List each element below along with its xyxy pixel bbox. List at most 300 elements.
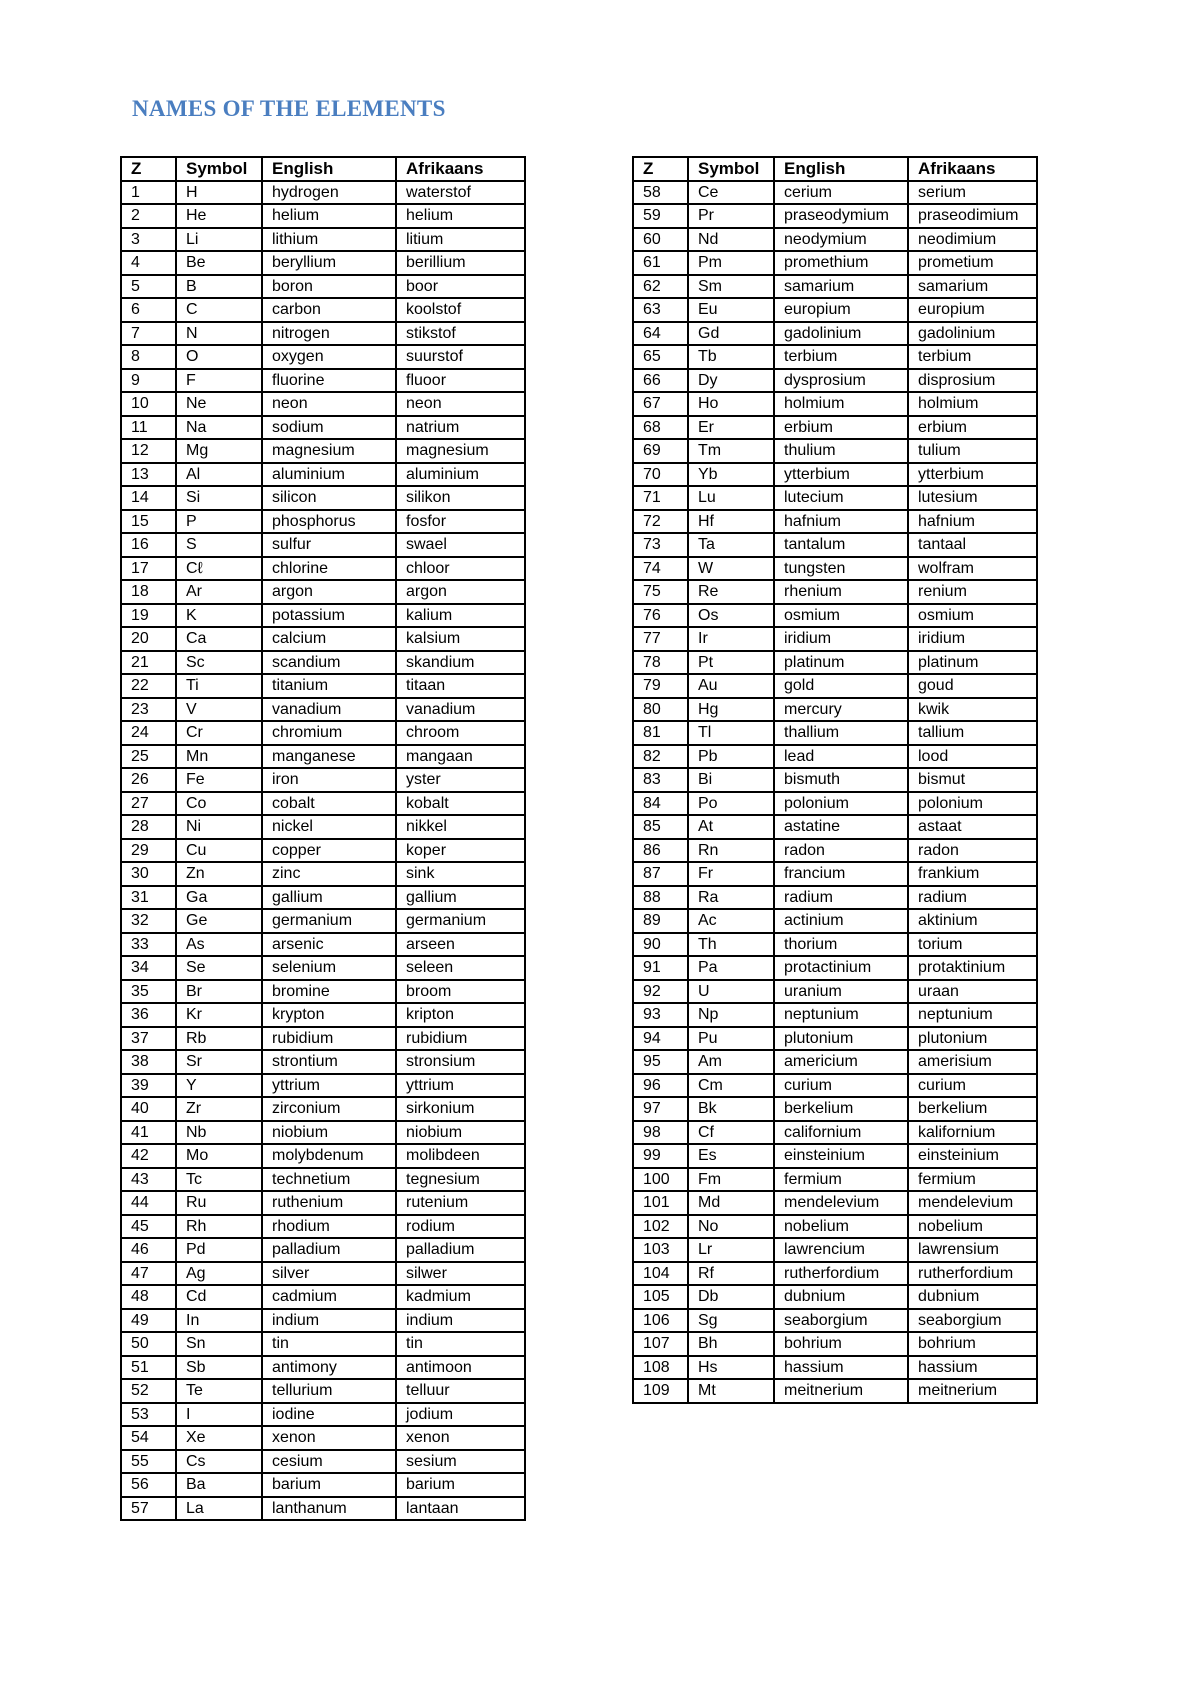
cell-symbol: Ge xyxy=(176,909,262,933)
cell-english: zirconium xyxy=(262,1097,396,1121)
cell-afrikaans: arseen xyxy=(396,933,525,957)
table-row xyxy=(633,1215,1037,1239)
cell-english: palladium xyxy=(262,1238,396,1262)
table-row xyxy=(633,1027,1037,1051)
cell-symbol: Db xyxy=(688,1285,774,1309)
cell-z: 86 xyxy=(633,839,688,863)
cell-z: 60 xyxy=(633,228,688,252)
cell-symbol: O xyxy=(176,345,262,369)
cell-english: iron xyxy=(262,768,396,792)
cell-z: 90 xyxy=(633,933,688,957)
cell-symbol: Hf xyxy=(688,510,774,534)
table-row xyxy=(121,698,525,722)
cell-afrikaans: berkelium xyxy=(908,1097,1037,1121)
cell-english: thorium xyxy=(774,933,908,957)
cell-english: sodium xyxy=(262,416,396,440)
cell-afrikaans: fermium xyxy=(908,1168,1037,1192)
cell-symbol: W xyxy=(688,557,774,581)
cell-symbol: K xyxy=(176,604,262,628)
elements-table-left xyxy=(120,156,526,1521)
cell-symbol: Os xyxy=(688,604,774,628)
cell-z: 85 xyxy=(633,815,688,839)
cell-symbol: Am xyxy=(688,1050,774,1074)
table-row xyxy=(633,181,1037,205)
cell-symbol: Ho xyxy=(688,392,774,416)
cell-z: 92 xyxy=(633,980,688,1004)
table-row xyxy=(121,1191,525,1215)
cell-english: lanthanum xyxy=(262,1497,396,1521)
cell-afrikaans: mendelevium xyxy=(908,1191,1037,1215)
cell-english: neptunium xyxy=(774,1003,908,1027)
cell-english: mercury xyxy=(774,698,908,722)
cell-afrikaans: iridium xyxy=(908,627,1037,651)
table-row xyxy=(121,298,525,322)
table-row xyxy=(633,839,1037,863)
cell-symbol: Lr xyxy=(688,1238,774,1262)
cell-english: einsteinium xyxy=(774,1144,908,1168)
cell-symbol: Co xyxy=(176,792,262,816)
cell-z: 1 xyxy=(121,181,176,205)
cell-afrikaans: stronsium xyxy=(396,1050,525,1074)
table-row xyxy=(633,533,1037,557)
cell-symbol: N xyxy=(176,322,262,346)
cell-english: aluminium xyxy=(262,463,396,487)
cell-english: ytterbium xyxy=(774,463,908,487)
cell-z: 28 xyxy=(121,815,176,839)
cell-afrikaans: ytterbium xyxy=(908,463,1037,487)
table-row xyxy=(633,721,1037,745)
table-row xyxy=(633,1191,1037,1215)
table-row xyxy=(121,1309,525,1333)
cell-afrikaans: telluur xyxy=(396,1379,525,1403)
cell-afrikaans: palladium xyxy=(396,1238,525,1262)
cell-english: chlorine xyxy=(262,557,396,581)
table-row xyxy=(633,768,1037,792)
cell-afrikaans: osmium xyxy=(908,604,1037,628)
table-row xyxy=(121,651,525,675)
cell-english: calcium xyxy=(262,627,396,651)
cell-symbol: Ga xyxy=(176,886,262,910)
cell-afrikaans: fluoor xyxy=(396,369,525,393)
cell-z: 23 xyxy=(121,698,176,722)
cell-symbol: Rb xyxy=(176,1027,262,1051)
cell-symbol: Re xyxy=(688,580,774,604)
cell-symbol: No xyxy=(688,1215,774,1239)
table-row xyxy=(633,557,1037,581)
cell-z: 67 xyxy=(633,392,688,416)
cell-z: 93 xyxy=(633,1003,688,1027)
cell-z: 87 xyxy=(633,862,688,886)
cell-symbol: Fe xyxy=(176,768,262,792)
cell-afrikaans: silwer xyxy=(396,1262,525,1286)
cell-english: manganese xyxy=(262,745,396,769)
cell-z: 42 xyxy=(121,1144,176,1168)
cell-english: germanium xyxy=(262,909,396,933)
cell-afrikaans: platinum xyxy=(908,651,1037,675)
table-row xyxy=(121,392,525,416)
cell-english: europium xyxy=(774,298,908,322)
cell-afrikaans: neon xyxy=(396,392,525,416)
cell-english: seaborgium xyxy=(774,1309,908,1333)
table-row xyxy=(121,956,525,980)
table-row xyxy=(121,768,525,792)
cell-afrikaans: molibdeen xyxy=(396,1144,525,1168)
cell-english: technetium xyxy=(262,1168,396,1192)
table-row xyxy=(121,1238,525,1262)
cell-afrikaans: praseodimium xyxy=(908,204,1037,228)
cell-afrikaans: lawrensium xyxy=(908,1238,1037,1262)
cell-symbol: Cd xyxy=(176,1285,262,1309)
table-row xyxy=(121,510,525,534)
cell-afrikaans: tallium xyxy=(908,721,1037,745)
cell-english: cesium xyxy=(262,1450,396,1474)
cell-z: 98 xyxy=(633,1121,688,1145)
cell-z: 77 xyxy=(633,627,688,651)
table-row xyxy=(633,416,1037,440)
table-row xyxy=(633,369,1037,393)
table-row xyxy=(633,392,1037,416)
cell-afrikaans: koper xyxy=(396,839,525,863)
table-row xyxy=(633,1050,1037,1074)
cell-english: carbon xyxy=(262,298,396,322)
cell-afrikaans: vanadium xyxy=(396,698,525,722)
table-row xyxy=(121,1473,525,1497)
cell-afrikaans: rutenium xyxy=(396,1191,525,1215)
cell-z: 108 xyxy=(633,1356,688,1380)
cell-z: 52 xyxy=(121,1379,176,1403)
cell-z: 29 xyxy=(121,839,176,863)
cell-z: 4 xyxy=(121,251,176,275)
table-row xyxy=(633,1097,1037,1121)
cell-z: 100 xyxy=(633,1168,688,1192)
cell-z: 104 xyxy=(633,1262,688,1286)
cell-z: 62 xyxy=(633,275,688,299)
cell-afrikaans: curium xyxy=(908,1074,1037,1098)
cell-symbol: Bh xyxy=(688,1332,774,1356)
page-title: NAMES OF THE ELEMENTS xyxy=(132,96,446,121)
cell-symbol: Cr xyxy=(176,721,262,745)
cell-english: xenon xyxy=(262,1426,396,1450)
cell-english: mendelevium xyxy=(774,1191,908,1215)
cell-afrikaans: kwik xyxy=(908,698,1037,722)
cell-z: 10 xyxy=(121,392,176,416)
cell-afrikaans: sesium xyxy=(396,1450,525,1474)
cell-english: niobium xyxy=(262,1121,396,1145)
cell-english: rubidium xyxy=(262,1027,396,1051)
cell-symbol: C xyxy=(176,298,262,322)
cell-afrikaans: kadmium xyxy=(396,1285,525,1309)
cell-z: 64 xyxy=(633,322,688,346)
cell-afrikaans: waterstof xyxy=(396,181,525,205)
cell-afrikaans: kobalt xyxy=(396,792,525,816)
cell-english: hafnium xyxy=(774,510,908,534)
cell-symbol: Yb xyxy=(688,463,774,487)
cell-symbol: Er xyxy=(688,416,774,440)
cell-english: nobelium xyxy=(774,1215,908,1239)
cell-english: iodine xyxy=(262,1403,396,1427)
cell-english: lithium xyxy=(262,228,396,252)
cell-z: 11 xyxy=(121,416,176,440)
cell-english: copper xyxy=(262,839,396,863)
cell-symbol: La xyxy=(176,1497,262,1521)
cell-symbol: Al xyxy=(176,463,262,487)
cell-symbol: S xyxy=(176,533,262,557)
cell-english: americium xyxy=(774,1050,908,1074)
cell-afrikaans: amerisium xyxy=(908,1050,1037,1074)
table-row xyxy=(121,792,525,816)
table-row xyxy=(121,557,525,581)
cell-afrikaans: kalifornium xyxy=(908,1121,1037,1145)
table-row xyxy=(633,604,1037,628)
cell-z: 24 xyxy=(121,721,176,745)
table-row xyxy=(633,1238,1037,1262)
header-english: English xyxy=(774,157,908,181)
table-row xyxy=(633,322,1037,346)
cell-symbol: At xyxy=(688,815,774,839)
cell-english: gallium xyxy=(262,886,396,910)
cell-symbol: Zr xyxy=(176,1097,262,1121)
cell-english: indium xyxy=(262,1309,396,1333)
cell-afrikaans: aktinium xyxy=(908,909,1037,933)
cell-afrikaans: gallium xyxy=(396,886,525,910)
cell-english: silicon xyxy=(262,486,396,510)
cell-afrikaans: seaborgium xyxy=(908,1309,1037,1333)
cell-z: 97 xyxy=(633,1097,688,1121)
cell-z: 54 xyxy=(121,1426,176,1450)
table-row xyxy=(633,745,1037,769)
table-row xyxy=(633,933,1037,957)
cell-symbol: Gd xyxy=(688,322,774,346)
cell-symbol: Xe xyxy=(176,1426,262,1450)
cell-afrikaans: torium xyxy=(908,933,1037,957)
table-row xyxy=(121,1497,525,1521)
cell-afrikaans: koolstof xyxy=(396,298,525,322)
header-english: English xyxy=(262,157,396,181)
cell-english: hydrogen xyxy=(262,181,396,205)
table-row xyxy=(633,204,1037,228)
cell-symbol: Cm xyxy=(688,1074,774,1098)
cell-symbol: As xyxy=(176,933,262,957)
cell-afrikaans: goud xyxy=(908,674,1037,698)
table-row xyxy=(121,933,525,957)
cell-z: 6 xyxy=(121,298,176,322)
table-row xyxy=(121,1215,525,1239)
cell-z: 99 xyxy=(633,1144,688,1168)
cell-english: protactinium xyxy=(774,956,908,980)
cell-english: molybdenum xyxy=(262,1144,396,1168)
table-row xyxy=(633,251,1037,275)
cell-z: 101 xyxy=(633,1191,688,1215)
cell-z: 14 xyxy=(121,486,176,510)
cell-symbol: Li xyxy=(176,228,262,252)
cell-afrikaans: dubnium xyxy=(908,1285,1037,1309)
cell-afrikaans: polonium xyxy=(908,792,1037,816)
cell-z: 68 xyxy=(633,416,688,440)
cell-afrikaans: kripton xyxy=(396,1003,525,1027)
cell-afrikaans: wolfram xyxy=(908,557,1037,581)
cell-z: 12 xyxy=(121,439,176,463)
cell-afrikaans: chroom xyxy=(396,721,525,745)
cell-symbol: U xyxy=(688,980,774,1004)
table-row xyxy=(633,228,1037,252)
cell-z: 55 xyxy=(121,1450,176,1474)
cell-symbol: V xyxy=(176,698,262,722)
cell-english: lead xyxy=(774,745,908,769)
header-afrikaans: Afrikaans xyxy=(396,157,525,181)
cell-z: 7 xyxy=(121,322,176,346)
cell-symbol: Y xyxy=(176,1074,262,1098)
cell-afrikaans: argon xyxy=(396,580,525,604)
cell-z: 106 xyxy=(633,1309,688,1333)
cell-z: 19 xyxy=(121,604,176,628)
cell-english: beryllium xyxy=(262,251,396,275)
cell-afrikaans: radon xyxy=(908,839,1037,863)
cell-english: tungsten xyxy=(774,557,908,581)
cell-symbol: Hg xyxy=(688,698,774,722)
table-row xyxy=(633,909,1037,933)
cell-symbol: I xyxy=(176,1403,262,1427)
cell-afrikaans: erbium xyxy=(908,416,1037,440)
cell-english: titanium xyxy=(262,674,396,698)
cell-z: 59 xyxy=(633,204,688,228)
cell-symbol: Eu xyxy=(688,298,774,322)
table-row xyxy=(121,1262,525,1286)
cell-afrikaans: boor xyxy=(396,275,525,299)
cell-z: 26 xyxy=(121,768,176,792)
table-row xyxy=(121,204,525,228)
cell-z: 32 xyxy=(121,909,176,933)
header-z: Z xyxy=(633,157,688,181)
cell-z: 45 xyxy=(121,1215,176,1239)
cell-z: 49 xyxy=(121,1309,176,1333)
cell-symbol: Sb xyxy=(176,1356,262,1380)
cell-symbol: Ce xyxy=(688,181,774,205)
cell-english: francium xyxy=(774,862,908,886)
cell-symbol: Mn xyxy=(176,745,262,769)
cell-z: 89 xyxy=(633,909,688,933)
cell-symbol: Te xyxy=(176,1379,262,1403)
cell-english: strontium xyxy=(262,1050,396,1074)
cell-afrikaans: nikkel xyxy=(396,815,525,839)
cell-symbol: Ne xyxy=(176,392,262,416)
cell-english: selenium xyxy=(262,956,396,980)
cell-afrikaans: prometium xyxy=(908,251,1037,275)
cell-symbol: Si xyxy=(176,486,262,510)
cell-z: 81 xyxy=(633,721,688,745)
cell-english: berkelium xyxy=(774,1097,908,1121)
cell-symbol: Cs xyxy=(176,1450,262,1474)
cell-english: fluorine xyxy=(262,369,396,393)
cell-english: sulfur xyxy=(262,533,396,557)
cell-z: 88 xyxy=(633,886,688,910)
cell-z: 91 xyxy=(633,956,688,980)
cell-z: 8 xyxy=(121,345,176,369)
table-row xyxy=(121,1074,525,1098)
cell-english: holmium xyxy=(774,392,908,416)
cell-symbol: Fr xyxy=(688,862,774,886)
cell-english: praseodymium xyxy=(774,204,908,228)
cell-symbol: B xyxy=(176,275,262,299)
cell-z: 57 xyxy=(121,1497,176,1521)
table-row xyxy=(633,1356,1037,1380)
cell-symbol: Mt xyxy=(688,1379,774,1403)
table-row xyxy=(633,298,1037,322)
cell-english: rutherfordium xyxy=(774,1262,908,1286)
cell-afrikaans: samarium xyxy=(908,275,1037,299)
table-row xyxy=(121,815,525,839)
table-row xyxy=(633,510,1037,534)
cell-z: 61 xyxy=(633,251,688,275)
cell-afrikaans: seleen xyxy=(396,956,525,980)
cell-symbol: Tm xyxy=(688,439,774,463)
cell-symbol: Zn xyxy=(176,862,262,886)
cell-english: terbium xyxy=(774,345,908,369)
table-row xyxy=(121,1097,525,1121)
cell-english: curium xyxy=(774,1074,908,1098)
cell-english: erbium xyxy=(774,416,908,440)
cell-z: 65 xyxy=(633,345,688,369)
cell-symbol: Mo xyxy=(176,1144,262,1168)
cell-symbol: Lu xyxy=(688,486,774,510)
cell-afrikaans: mangaan xyxy=(396,745,525,769)
cell-afrikaans: sirkonium xyxy=(396,1097,525,1121)
cell-z: 36 xyxy=(121,1003,176,1027)
cell-symbol: Cf xyxy=(688,1121,774,1145)
cell-z: 73 xyxy=(633,533,688,557)
cell-afrikaans: antimoon xyxy=(396,1356,525,1380)
table-row xyxy=(633,345,1037,369)
cell-afrikaans: suurstof xyxy=(396,345,525,369)
cell-english: vanadium xyxy=(262,698,396,722)
cell-z: 47 xyxy=(121,1262,176,1286)
cell-z: 40 xyxy=(121,1097,176,1121)
table-row xyxy=(633,463,1037,487)
cell-symbol: Rf xyxy=(688,1262,774,1286)
cell-english: bromine xyxy=(262,980,396,1004)
table-row xyxy=(121,1168,525,1192)
cell-english: lutecium xyxy=(774,486,908,510)
cell-afrikaans: astaat xyxy=(908,815,1037,839)
cell-english: ruthenium xyxy=(262,1191,396,1215)
cell-afrikaans: yttrium xyxy=(396,1074,525,1098)
cell-symbol: Pu xyxy=(688,1027,774,1051)
cell-afrikaans: uraan xyxy=(908,980,1037,1004)
cell-symbol: Kr xyxy=(176,1003,262,1027)
cell-z: 17 xyxy=(121,557,176,581)
cell-afrikaans: bohrium xyxy=(908,1332,1037,1356)
cell-afrikaans: serium xyxy=(908,181,1037,205)
table-row xyxy=(121,580,525,604)
cell-english: gadolinium xyxy=(774,322,908,346)
cell-z: 56 xyxy=(121,1473,176,1497)
cell-symbol: Na xyxy=(176,416,262,440)
cell-english: oxygen xyxy=(262,345,396,369)
cell-english: barium xyxy=(262,1473,396,1497)
cell-z: 31 xyxy=(121,886,176,910)
cell-z: 107 xyxy=(633,1332,688,1356)
cell-english: dysprosium xyxy=(774,369,908,393)
cell-z: 74 xyxy=(633,557,688,581)
table-row xyxy=(121,486,525,510)
cell-symbol: F xyxy=(176,369,262,393)
cell-z: 109 xyxy=(633,1379,688,1403)
cell-english: tantalum xyxy=(774,533,908,557)
cell-z: 38 xyxy=(121,1050,176,1074)
table-row xyxy=(121,251,525,275)
cell-z: 27 xyxy=(121,792,176,816)
cell-english: hassium xyxy=(774,1356,908,1380)
cell-afrikaans: rutherfordium xyxy=(908,1262,1037,1286)
